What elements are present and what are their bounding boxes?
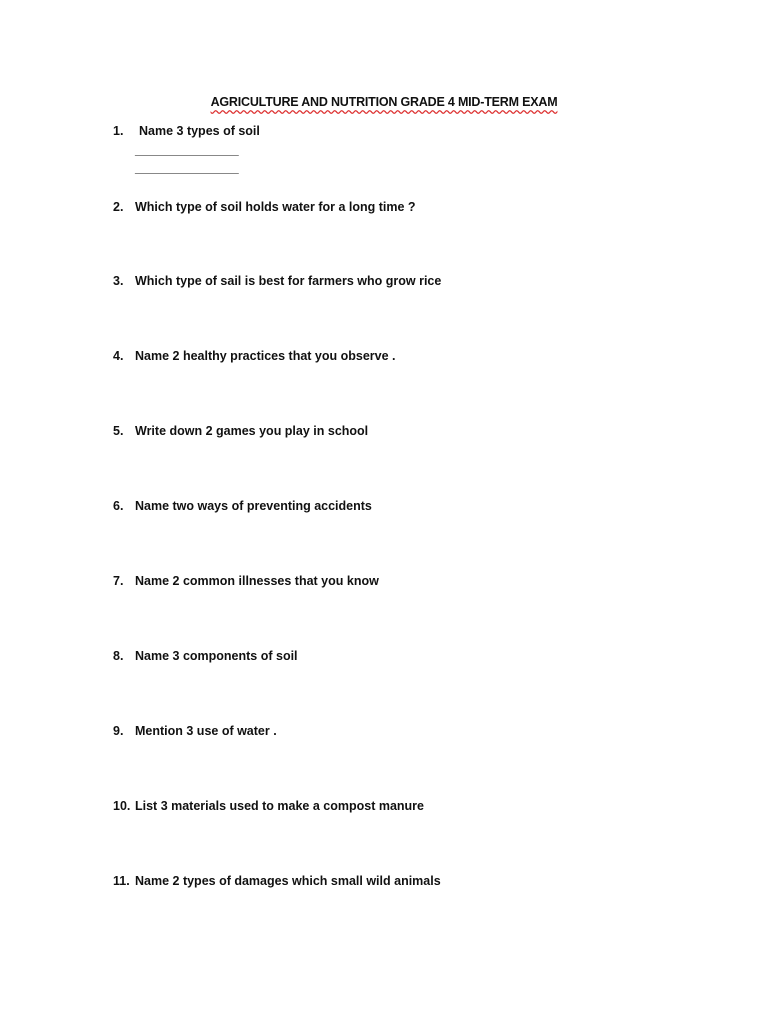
question-number: 10.: [113, 799, 131, 813]
question-2: [113, 200, 416, 214]
answer-blank: ________________: [135, 143, 239, 157]
question-7: [113, 574, 379, 588]
question-number: 3.: [113, 274, 124, 288]
question-text: Mention 3 use of water .: [135, 724, 277, 738]
question-text: Name 2 healthy practices that you observe .: [135, 349, 396, 363]
question-1: [113, 124, 260, 138]
question-11: [113, 874, 441, 888]
question-8: [113, 649, 298, 663]
question-text: Name 2 common illnesses that you know: [135, 574, 379, 588]
question-text: Name 3 components of soil: [135, 649, 298, 663]
exam-title: AGRICULTURE AND NUTRITION GRADE 4 MID-TERM EXAM: [210, 95, 558, 109]
question-number: 7.: [113, 574, 124, 588]
answer-blank: ________________: [135, 161, 239, 175]
question-number: 1.: [113, 124, 124, 138]
question-number: 6.: [113, 499, 124, 513]
question-number: 9.: [113, 724, 124, 738]
question-text: Name two ways of preventing accidents: [135, 499, 372, 513]
question-number: 5.: [113, 424, 124, 438]
question-4: [113, 349, 396, 363]
question-5: [113, 424, 368, 438]
question-6: [113, 499, 372, 513]
question-text: Name 3 types of soil: [139, 124, 260, 138]
question-number: 8.: [113, 649, 124, 663]
question-10: [113, 799, 424, 813]
question-3: [113, 274, 441, 288]
question-text: Name 2 types of damages which small wild animals: [135, 874, 441, 888]
question-text: Write down 2 games you play in school: [135, 424, 369, 438]
question-number: 2.: [113, 200, 124, 214]
question-text: Which type of sail is best for farmers who grow rice: [135, 274, 442, 288]
question-number: 11.: [113, 874, 130, 888]
question-9: [113, 724, 277, 738]
question-text: Which type of soil holds water for a long time ?: [135, 200, 416, 214]
question-number: 4.: [113, 349, 124, 363]
question-text: List 3 materials used to make a compost manure: [135, 799, 424, 813]
